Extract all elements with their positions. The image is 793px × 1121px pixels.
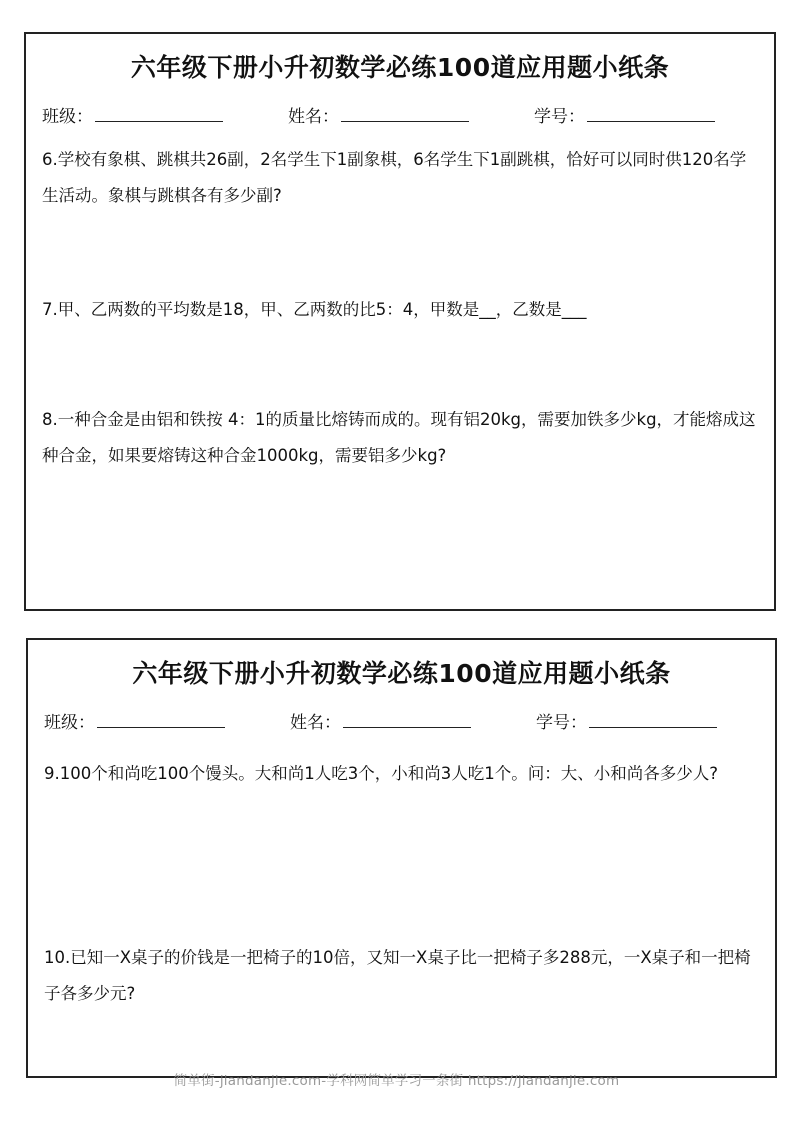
class-field	[42, 102, 223, 127]
worksheet-slip-1	[24, 32, 776, 611]
class-label: 班级：	[42, 107, 93, 127]
question-6: 6.学校有象棋、跳棋共26副，2名学生下1副象棋，6名学生下1副跳棋，恰好可以同时供120名学生活动。象棋与跳棋各有多少副?	[42, 150, 747, 205]
slip-title: 六年级下册小升初数学必练100道应用题小纸条	[130, 53, 670, 82]
student-info-row	[44, 708, 744, 734]
student-id-blank[interactable]	[587, 103, 715, 122]
student-id-label: 学号：	[534, 107, 585, 127]
question-8: 8.一种合金是由铝和铁按 4：1的质量比熔铸而成的。现有铝20kg，需要加铁多少kg，才能熔成这种合金，如果要熔铸这种合金1000kg，需要铝多少kg?	[42, 410, 756, 465]
student-id-blank[interactable]	[589, 709, 717, 728]
name-field	[290, 708, 471, 733]
question-7: 7.甲、乙两数的平均数是18，甲、乙两数的比5：4，甲数是__，乙数是___	[42, 300, 587, 319]
worksheet-slip-2	[26, 638, 777, 1078]
slip-title: 六年级下册小升初数学必练100道应用题小纸条	[132, 659, 671, 688]
name-field	[288, 102, 469, 127]
footer-watermark: 简单街-jiandanjie.com-学科网简单学习一条街 https://jiandanjie.com	[173, 1073, 620, 1089]
class-blank[interactable]	[95, 103, 223, 122]
name-label: 姓名：	[290, 713, 341, 733]
student-info-row	[42, 102, 742, 128]
class-blank[interactable]	[97, 709, 225, 728]
class-label: 班级：	[44, 713, 95, 733]
name-blank[interactable]	[341, 103, 469, 122]
name-blank[interactable]	[343, 709, 471, 728]
question-10: 10.已知一X桌子的价钱是一把椅子的10倍，又知一X桌子比一把椅子多288元，一X桌子和一把椅子各多少元?	[44, 948, 751, 1003]
question-9: 9.100个和尚吃100个馒头。大和尚1人吃3个，小和尚3人吃1个。问：大、小和尚各多少人?	[44, 764, 718, 783]
student-id-label: 学号：	[536, 713, 587, 733]
name-label: 姓名：	[288, 107, 339, 127]
student-id-field	[534, 102, 715, 127]
student-id-field	[536, 708, 717, 733]
class-field	[44, 708, 225, 733]
